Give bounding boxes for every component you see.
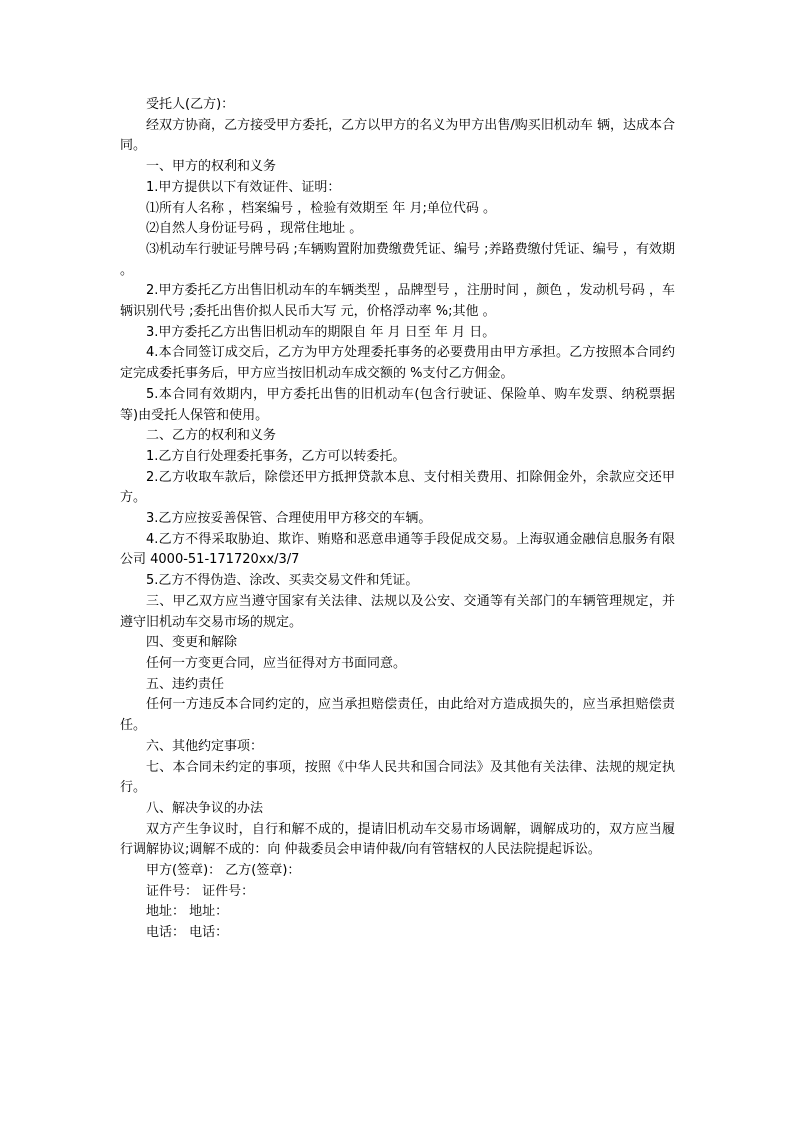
clause-a-1-item-2: ⑵自然人身份证号码 ，现常住地址 。 — [146, 221, 363, 237]
section-heading-disputes: 八、解决争议的办法 — [146, 800, 264, 816]
clause-a-1-item-1: ⑴所有人名称 ，档案编号 ，检验有效期至 年 月;单位代码 。 — [146, 200, 497, 216]
clause-a-1-item-3: ⑶机动车行驶证号牌号码 ;车辆购置附加费缴费凭证、编号 ;养路费缴付凭证、编号 ，有效期 。 — [120, 241, 675, 278]
changes-clause: 任何一方变更合同，应当征得对方书面同意。 — [146, 655, 407, 671]
section-heading-other: 六、其他约定事项： — [146, 738, 264, 754]
clause-b-5: 5.乙方不得伪造、涂改、买卖交易文件和凭证。 — [146, 573, 419, 589]
intro-paragraph: 经双方协商，乙方接受甲方委托，乙方以甲方的名义为甲方出售/购买旧机动车 辆，达成本合同。 — [120, 117, 675, 154]
clause-a-5: 5.本合同有效期内，甲方委托出售的旧机动车(包含行驶证、保险单、购车发票、纳税票据等)由受托人保管和使用。 — [120, 386, 675, 423]
clause-a-3: 3.甲方委托乙方出售旧机动车的期限自 年 月 日至 年 月 日。 — [146, 324, 496, 340]
clause-a-2: 2.甲方委托乙方出售旧机动车的车辆类型 ，品牌型号 ，注册时间 ，颜色 ，发动机号码 ，车辆识别代号 ;委托出售价拟人民币大写 元，价格浮动率 %;其他 。 — [120, 283, 675, 320]
clause-b-2: 2.乙方收取车款后，除偿还甲方抵押贷款本息、支付相关费用、扣除佣金外，余款应交还甲方。 — [120, 469, 675, 506]
section-heading-party-b: 二、乙方的权利和义务 — [146, 428, 277, 444]
section-heading-liability: 五、违约责任 — [146, 676, 225, 692]
section-heading-changes: 四、变更和解除 — [146, 635, 238, 651]
disputes-clause: 双方产生争议时，自行和解不成的，提请旧机动车交易市场调解，调解成功的，双方应当履行调解协议;调解不成的：向 仲裁委员会申请仲裁/向有管辖权的人民法院提起诉讼。 — [120, 821, 675, 858]
contract-body — [120, 95, 675, 944]
id-number-line: 证件号： 证件号： — [146, 883, 255, 899]
section-heading-party-a: 一、甲方的权利和义务 — [146, 159, 277, 175]
clause-a-1: 1.甲方提供以下有效证件、证明： — [146, 179, 341, 195]
phone-line: 电话： 电话： — [146, 925, 229, 941]
clause-b-4: 4.乙方不得采取胁迫、欺诈、贿赂和恶意串通等手段促成交易。上海驭通金融信息服务有限公司 4000-51-171720xx/3/7 — [120, 531, 675, 568]
liability-clause: 任何一方违反本合同约定的，应当承担赔偿责任，由此给对方造成损失的，应当承担赔偿责任。 — [120, 697, 675, 734]
section-3-compliance: 三、甲乙双方应当遵守国家有关法律、法规以及公安、交通等有关部门的车辆管理规定，并遵守旧机动车交易市场的规定。 — [120, 593, 675, 630]
signature-line: 甲方(签章)： 乙方(签章)： — [146, 863, 301, 879]
section-7-unagreed: 七、本合同未约定的事项，按照《中华人民共和国合同法》及其他有关法律、法规的规定执行。 — [120, 759, 675, 796]
clause-a-4: 4.本合同签订成交后，乙方为甲方处理委托事务的必要费用由甲方承担。乙方按照本合同约定完成委托事务后，甲方应当按旧机动车成交额的 %支付乙方佣金。 — [120, 345, 675, 382]
clause-b-3: 3.乙方应按妥善保管、合理使用甲方移交的车辆。 — [146, 511, 432, 527]
entrustee-label: 受托人(乙方)： — [146, 97, 235, 112]
address-line: 地址： 地址： — [146, 904, 229, 920]
clause-b-1: 1.乙方自行处理委托事务，乙方可以转委托。 — [146, 448, 406, 464]
